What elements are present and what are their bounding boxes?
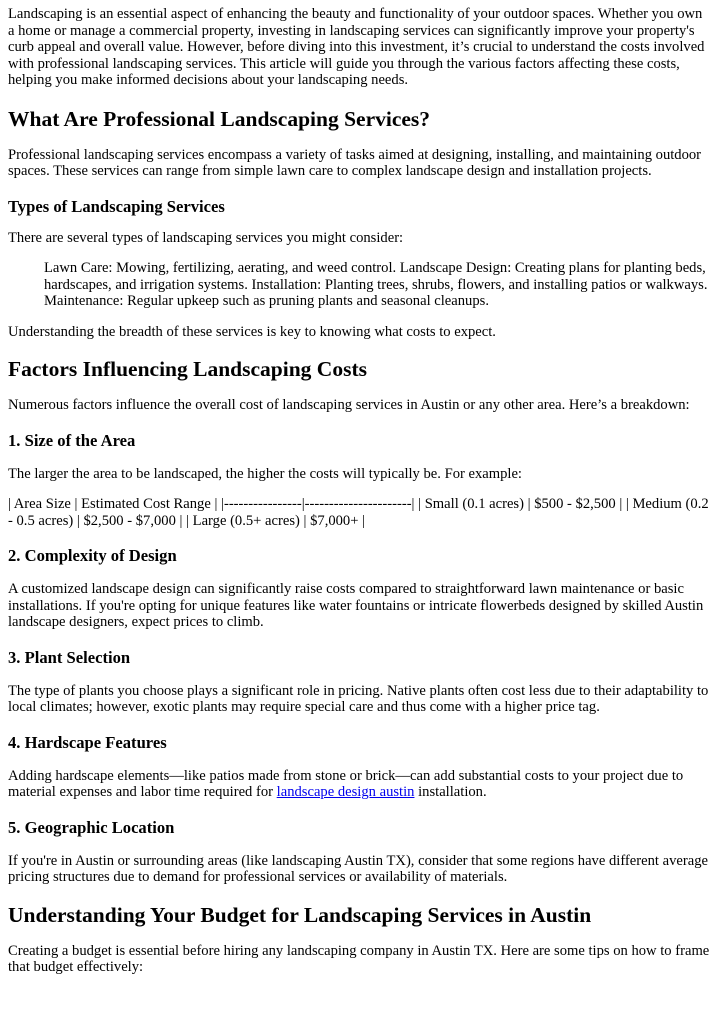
hardscape-text-before: Adding hardscape elements—like patios made from stone or brick—can add substantial costs to your project due to material expenses and labor time required for <box>8 767 684 800</box>
factor-heading-plants: 3. Plant Selection <box>8 647 131 667</box>
services-closing-paragraph: Understanding the breadth of these services is key to knowing what costs to expect. <box>8 323 496 340</box>
factor-heading-hardscape: 4. Hardscape Features <box>8 732 167 752</box>
intro-paragraph: Landscaping is an essential aspect of enhancing the beauty and functionality of your outdoor spaces. Whether you own a home or manage a commercial property, investing in landscaping services can significantly improve your property's curb appeal and overall value. However, before diving into this investment, it’s crucial to understand the costs involved with professional landscaping services. This article will guide you through the various factors affecting these costs, helping you make informed decisions about your landscaping needs. <box>8 6 705 88</box>
subheading-types-of-services: Types of Landscaping Services <box>8 196 225 216</box>
cost-factors-paragraph: Numerous factors influence the overall cost of landscaping services in Austin or any other area. Here’s a breakdown: <box>8 397 690 413</box>
services-list-blockquote: Lawn Care: Mowing, fertilizing, aerating, and weed control. Landscape Design: Creating plans for planting beds, hardscapes, and irrigation systems. Installation: Planting trees, shrubs, flowers, and installing patios or walkways. Maintenance: Regular upkeep such as pruning plants and seasonal cleanups. <box>44 260 708 309</box>
factor-size-paragraph: The larger the area to be landscaped, the higher the costs will typically be. For example: <box>8 465 522 482</box>
professional-services-paragraph: Professional landscaping services encompass a variety of tasks aimed at designing, installing, and maintaining outdoor spaces. These services can range from simple lawn care to complex landscape design and installation projects. <box>8 146 702 179</box>
factor-heading-size: 1. Size of the Area <box>8 430 136 450</box>
factor-location-paragraph: If you're in Austin or surrounding areas (like landscaping Austin TX), consider that some regions have different average pricing structures due to demand for professional services or availability of materials. <box>8 852 708 885</box>
cost-range-table-text: | Area Size | Estimated Cost Range | |----------------|----------------------| | Small (0.1 acres) | $500 - $2,500 | | Medium (0.2 - 0.5 acres) | $2,500 - $7,000 | | Large (0.5+ acres) | $7,000+ | <box>8 496 709 529</box>
hardscape-text-after: installation. <box>414 784 487 800</box>
factor-plants-paragraph: The type of plants you choose plays a significant role in pricing. Native plants often cost less due to their adaptability to local climates; however, exotic plants may require special care and thus come with a higher price tag. <box>8 682 709 715</box>
section-heading-professional-services: What Are Professional Landscaping Services? <box>8 106 431 131</box>
budget-paragraph: Creating a budget is essential before hiring any landscaping company in Austin TX. Here are some tips on how to frame that budget effectively: <box>8 942 710 975</box>
section-heading-budget: Understanding Your Budget for Landscaping Services in Austin <box>8 902 592 927</box>
factor-heading-complexity: 2. Complexity of Design <box>8 546 177 565</box>
factor-complexity-paragraph: A customized landscape design can significantly raise costs compared to straightforward lawn maintenance or basic installations. If you're opting for unique features like water fountains or intricate flowerbeds designed by skilled Austin landscape designers, expect prices to climb. <box>8 581 704 630</box>
landscape-design-austin-link[interactable]: landscape design austin <box>276 784 415 800</box>
factor-hardscape-paragraph <box>8 768 712 801</box>
types-intro-paragraph: There are several types of landscaping services you might consider: <box>8 229 404 246</box>
section-heading-cost-factors: Factors Influencing Landscaping Costs <box>8 357 367 381</box>
article <box>0 6 720 976</box>
factor-heading-location: 5. Geographic Location <box>8 817 175 837</box>
